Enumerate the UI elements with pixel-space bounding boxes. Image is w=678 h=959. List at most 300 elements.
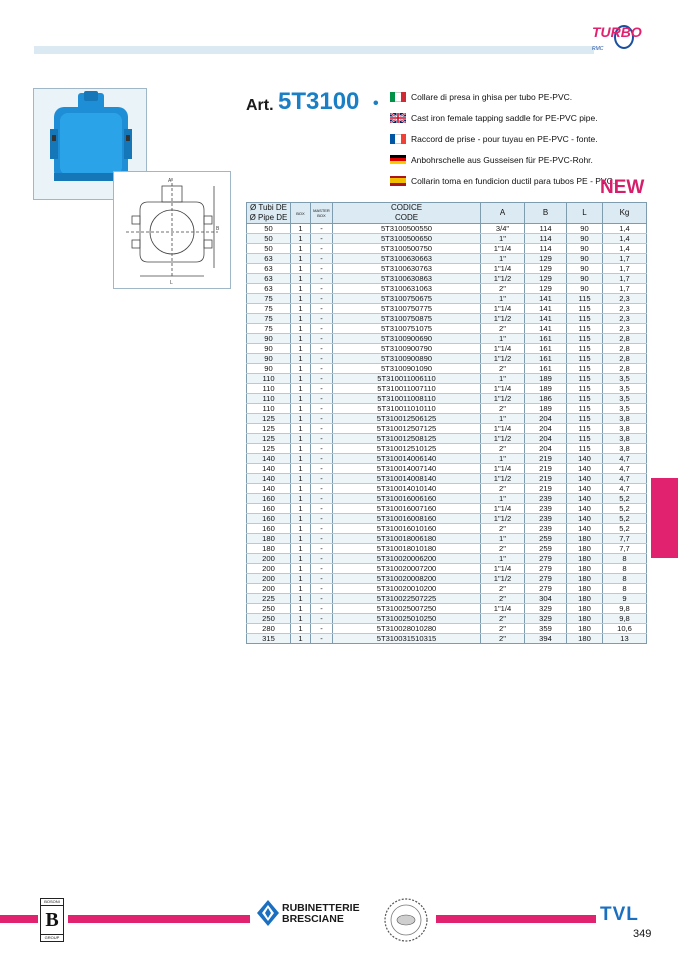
- cell-master-box: -: [311, 474, 333, 484]
- cell-master-box: -: [311, 384, 333, 394]
- cell-box: 1: [291, 464, 311, 474]
- cell-box: 1: [291, 574, 311, 584]
- description-text: Raccord de prise - pour tuyau en PE-PVC - fonte.: [411, 133, 598, 144]
- cell-pipe-de: 140: [247, 484, 291, 494]
- cell-a: 2": [481, 324, 525, 334]
- cell-b: 359: [525, 624, 567, 634]
- cell-a: 1"1/2: [481, 354, 525, 364]
- cell-pipe-de: 200: [247, 574, 291, 584]
- footer-accent-line: [436, 915, 596, 923]
- cell-code: 5T3100750775: [333, 304, 481, 314]
- cell-master-box: -: [311, 424, 333, 434]
- cell-box: 1: [291, 554, 311, 564]
- description-fr: [390, 128, 660, 149]
- table-row: [247, 324, 647, 334]
- cell-l: 115: [567, 324, 603, 334]
- table-row: [247, 244, 647, 254]
- cell-box: 1: [291, 614, 311, 624]
- cell-a: 1": [481, 294, 525, 304]
- cell-master-box: -: [311, 324, 333, 334]
- table-row: [247, 474, 647, 484]
- table-row: [247, 594, 647, 604]
- table-row: [247, 454, 647, 464]
- cell-l: 115: [567, 364, 603, 374]
- cell-code: 5T310022507225: [333, 594, 481, 604]
- cell-box: 1: [291, 224, 311, 234]
- cell-pipe-de: 110: [247, 394, 291, 404]
- cell-a: 2": [481, 484, 525, 494]
- cell-b: 189: [525, 384, 567, 394]
- cell-kg: 9: [603, 594, 647, 604]
- cell-l: 180: [567, 594, 603, 604]
- cell-b: 304: [525, 594, 567, 604]
- table-row: [247, 234, 647, 244]
- cell-kg: 1,4: [603, 224, 647, 234]
- cell-master-box: -: [311, 574, 333, 584]
- cell-master-box: -: [311, 304, 333, 314]
- cell-code: 5T310025010250: [333, 614, 481, 624]
- cell-master-box: -: [311, 614, 333, 624]
- cell-box: 1: [291, 244, 311, 254]
- cell-master-box: -: [311, 514, 333, 524]
- cell-box: 1: [291, 454, 311, 464]
- cell-pipe-de: 180: [247, 534, 291, 544]
- cell-l: 90: [567, 244, 603, 254]
- cell-master-box: -: [311, 224, 333, 234]
- cell-pipe-de: 63: [247, 284, 291, 294]
- cell-master-box: -: [311, 334, 333, 344]
- cell-b: 204: [525, 424, 567, 434]
- cell-pipe-de: 75: [247, 304, 291, 314]
- cell-master-box: -: [311, 374, 333, 384]
- cell-b: 239: [525, 524, 567, 534]
- cell-kg: 1,7: [603, 254, 647, 264]
- cell-a: 1"1/2: [481, 434, 525, 444]
- table-row: [247, 284, 647, 294]
- cell-l: 115: [567, 414, 603, 424]
- cell-a: 1": [481, 554, 525, 564]
- bosoni-bottom-text: GROUP: [44, 935, 60, 940]
- cell-master-box: -: [311, 294, 333, 304]
- cell-code: 5T310012508125: [333, 434, 481, 444]
- cell-kg: 2,8: [603, 354, 647, 364]
- cell-master-box: -: [311, 584, 333, 594]
- table-row: [247, 344, 647, 354]
- cell-pipe-de: 160: [247, 504, 291, 514]
- cell-b: 219: [525, 464, 567, 474]
- header-kg: Kg: [603, 203, 647, 224]
- table-row: [247, 494, 647, 504]
- cell-box: 1: [291, 514, 311, 524]
- page-number: 349: [633, 928, 652, 940]
- footer-accent-line: [0, 915, 38, 923]
- table-row: [247, 514, 647, 524]
- cell-master-box: -: [311, 454, 333, 464]
- cell-kg: 8: [603, 584, 647, 594]
- cell-a: 2": [481, 584, 525, 594]
- cell-pipe-de: 160: [247, 494, 291, 504]
- cell-l: 180: [567, 584, 603, 594]
- cell-box: 1: [291, 504, 311, 514]
- cell-box: 1: [291, 524, 311, 534]
- cell-l: 180: [567, 534, 603, 544]
- cell-l: 115: [567, 314, 603, 324]
- cell-code: 5T3100900890: [333, 354, 481, 364]
- technical-drawing-lines: [114, 172, 230, 288]
- description-text: Anbohrschelle aus Gusseisen für PE-PVC-Rohr.: [411, 154, 593, 165]
- cell-b: 204: [525, 414, 567, 424]
- cell-master-box: -: [311, 634, 333, 644]
- cell-l: 180: [567, 624, 603, 634]
- cell-b: 219: [525, 474, 567, 484]
- germany-flag-icon: [390, 155, 406, 165]
- france-flag-icon: [390, 134, 406, 144]
- cell-code: 5T310020006200: [333, 554, 481, 564]
- cell-code: 5T3100750675: [333, 294, 481, 304]
- cell-code: 5T310025007250: [333, 604, 481, 614]
- header-master-box: [311, 203, 333, 224]
- cell-code: 5T310028010280: [333, 624, 481, 634]
- table-row: [247, 604, 647, 614]
- cell-box: 1: [291, 564, 311, 574]
- cell-l: 90: [567, 274, 603, 284]
- cell-l: 90: [567, 254, 603, 264]
- cell-pipe-de: 200: [247, 564, 291, 574]
- cell-pipe-de: 125: [247, 434, 291, 444]
- cell-kg: 10,6: [603, 624, 647, 634]
- cell-l: 140: [567, 484, 603, 494]
- cell-code: 5T3100751075: [333, 324, 481, 334]
- cell-kg: 3,8: [603, 434, 647, 444]
- cell-code: 5T3100500550: [333, 224, 481, 234]
- cell-kg: 1,4: [603, 234, 647, 244]
- company-name-line1: RUBINETTERIE: [282, 902, 360, 914]
- cell-master-box: -: [311, 564, 333, 574]
- cell-pipe-de: 50: [247, 244, 291, 254]
- cell-b: 129: [525, 254, 567, 264]
- cell-a: 1": [481, 254, 525, 264]
- description-de: [390, 149, 660, 170]
- cell-box: 1: [291, 414, 311, 424]
- table-row: [247, 374, 647, 384]
- cell-code: 5T3100500650: [333, 234, 481, 244]
- cell-l: 115: [567, 394, 603, 404]
- cell-pipe-de: 140: [247, 464, 291, 474]
- cell-code: 5T3100750875: [333, 314, 481, 324]
- table-row: [247, 384, 647, 394]
- header-code: [333, 203, 481, 224]
- table-row: [247, 544, 647, 554]
- article-code: 5T3100: [278, 88, 360, 115]
- table-row: [247, 354, 647, 364]
- cell-pipe-de: 63: [247, 264, 291, 274]
- cell-master-box: -: [311, 554, 333, 564]
- cell-b: 259: [525, 544, 567, 554]
- bosoni-letter: B: [41, 905, 63, 935]
- cell-a: 1": [481, 334, 525, 344]
- table-row: [247, 534, 647, 544]
- cell-code: 5T310012507125: [333, 424, 481, 434]
- description-list: [390, 86, 660, 191]
- cell-kg: 9,8: [603, 614, 647, 624]
- cell-kg: 2,3: [603, 314, 647, 324]
- cell-code: 5T3100630663: [333, 254, 481, 264]
- cell-master-box: -: [311, 604, 333, 614]
- cell-b: 129: [525, 274, 567, 284]
- cell-l: 180: [567, 544, 603, 554]
- cell-a: 1"1/2: [481, 274, 525, 284]
- header-l: L: [567, 203, 603, 224]
- cell-a: 1"1/4: [481, 384, 525, 394]
- cell-pipe-de: 90: [247, 354, 291, 364]
- article-label: Art.: [246, 97, 274, 114]
- header-box: BOX: [291, 203, 311, 224]
- cell-b: 279: [525, 574, 567, 584]
- cell-kg: 13: [603, 634, 647, 644]
- table-row: [247, 504, 647, 514]
- cell-kg: 8: [603, 554, 647, 564]
- cell-pipe-de: 250: [247, 604, 291, 614]
- cell-b: 161: [525, 364, 567, 374]
- cell-kg: 2,3: [603, 294, 647, 304]
- cell-a: 1"1/4: [481, 424, 525, 434]
- cell-l: 90: [567, 224, 603, 234]
- cell-box: 1: [291, 534, 311, 544]
- cell-box: 1: [291, 394, 311, 404]
- cell-box: 1: [291, 264, 311, 274]
- article-bullet: •: [373, 95, 379, 112]
- cell-master-box: -: [311, 364, 333, 374]
- cell-a: 2": [481, 614, 525, 624]
- cell-box: 1: [291, 444, 311, 454]
- cell-b: 114: [525, 244, 567, 254]
- cell-kg: 2,8: [603, 334, 647, 344]
- cell-a: 2": [481, 364, 525, 374]
- header-b: B: [525, 203, 567, 224]
- table-row: [247, 564, 647, 574]
- cell-kg: 8: [603, 564, 647, 574]
- cell-box: 1: [291, 374, 311, 384]
- cell-kg: 2,8: [603, 364, 647, 374]
- new-badge: NEW: [600, 177, 645, 198]
- cell-a: 1"1/2: [481, 474, 525, 484]
- cell-kg: 5,2: [603, 494, 647, 504]
- cell-a: 1"1/2: [481, 394, 525, 404]
- cell-b: 279: [525, 554, 567, 564]
- cell-pipe-de: 110: [247, 384, 291, 394]
- cell-code: 5T310016008160: [333, 514, 481, 524]
- cell-pipe-de: 125: [247, 414, 291, 424]
- cell-a: 1": [481, 494, 525, 504]
- cell-l: 180: [567, 564, 603, 574]
- cell-l: 115: [567, 424, 603, 434]
- cell-code: 5T3100900790: [333, 344, 481, 354]
- cell-pipe-de: 63: [247, 254, 291, 264]
- cell-pipe-de: 50: [247, 224, 291, 234]
- cell-master-box: -: [311, 354, 333, 364]
- header-master-line1: MASTER: [313, 208, 330, 213]
- cell-box: 1: [291, 274, 311, 284]
- header-pipe: [247, 203, 291, 224]
- cell-a: 1"1/4: [481, 244, 525, 254]
- cell-code: 5T3100901090: [333, 364, 481, 374]
- cell-code: 5T310011010110: [333, 404, 481, 414]
- table-row: [247, 634, 647, 644]
- cell-kg: 3,8: [603, 414, 647, 424]
- cell-b: 141: [525, 294, 567, 304]
- cell-master-box: -: [311, 244, 333, 254]
- header-a: A: [481, 203, 525, 224]
- cell-master-box: -: [311, 394, 333, 404]
- cell-box: 1: [291, 384, 311, 394]
- cell-master-box: -: [311, 534, 333, 544]
- cell-box: 1: [291, 404, 311, 414]
- cell-box: 1: [291, 314, 311, 324]
- cell-kg: 2,3: [603, 324, 647, 334]
- cell-l: 180: [567, 574, 603, 584]
- table-row: [247, 524, 647, 534]
- cell-box: 1: [291, 584, 311, 594]
- cell-b: 189: [525, 374, 567, 384]
- cell-b: 329: [525, 614, 567, 624]
- table-row: [247, 624, 647, 634]
- cell-kg: 4,7: [603, 454, 647, 464]
- cell-pipe-de: 280: [247, 624, 291, 634]
- cell-kg: 2,8: [603, 344, 647, 354]
- spain-flag-icon: [390, 176, 406, 186]
- cell-pipe-de: 90: [247, 334, 291, 344]
- table-row: [247, 614, 647, 624]
- description-en: [390, 107, 660, 128]
- cell-box: 1: [291, 334, 311, 344]
- cell-b: 186: [525, 394, 567, 404]
- cell-code: 5T310014007140: [333, 464, 481, 474]
- cell-pipe-de: 125: [247, 424, 291, 434]
- header-code-line2: CODE: [394, 213, 419, 222]
- cell-l: 90: [567, 264, 603, 274]
- table-row: [247, 334, 647, 344]
- cell-kg: 1,7: [603, 264, 647, 274]
- cell-kg: 3,8: [603, 424, 647, 434]
- bosoni-top-text: BOSONI: [44, 899, 60, 904]
- cell-l: 115: [567, 344, 603, 354]
- table-row: [247, 444, 647, 454]
- cell-code: 5T310014008140: [333, 474, 481, 484]
- description-text: Collarin toma en fundicion ductil para tubos PE - PVC.: [411, 175, 616, 186]
- cell-pipe-de: 90: [247, 364, 291, 374]
- cell-pipe-de: 75: [247, 324, 291, 334]
- cell-box: 1: [291, 304, 311, 314]
- cell-box: 1: [291, 234, 311, 244]
- cell-l: 180: [567, 614, 603, 624]
- cell-box: 1: [291, 494, 311, 504]
- table-row: [247, 584, 647, 594]
- cell-a: 1"1/4: [481, 604, 525, 614]
- cell-box: 1: [291, 344, 311, 354]
- rubinetterie-logo-icon: [256, 899, 280, 927]
- cell-b: 161: [525, 344, 567, 354]
- spec-table: [246, 202, 647, 644]
- cell-l: 180: [567, 634, 603, 644]
- cell-kg: 4,7: [603, 474, 647, 484]
- cell-b: 204: [525, 444, 567, 454]
- cell-box: 1: [291, 354, 311, 364]
- description-text: Collare di presa in ghisa per tubo PE-PVC.: [411, 91, 573, 102]
- cell-b: 189: [525, 404, 567, 414]
- cell-b: 161: [525, 334, 567, 344]
- cell-code: 5T310018010180: [333, 544, 481, 554]
- cell-a: 1": [481, 534, 525, 544]
- cell-code: 5T310012510125: [333, 444, 481, 454]
- cell-b: 141: [525, 314, 567, 324]
- table-header-row: [247, 203, 647, 224]
- section-side-tab: [651, 478, 678, 558]
- cell-pipe-de: 180: [247, 544, 291, 554]
- cell-b: 129: [525, 264, 567, 274]
- iso-certification-seal-icon: [383, 897, 429, 943]
- cell-box: 1: [291, 544, 311, 554]
- cell-b: 129: [525, 284, 567, 294]
- company-name: [282, 903, 360, 925]
- cell-pipe-de: 75: [247, 294, 291, 304]
- cell-kg: 7,7: [603, 534, 647, 544]
- cell-kg: 4,7: [603, 484, 647, 494]
- cell-a: 2": [481, 624, 525, 634]
- cell-box: 1: [291, 364, 311, 374]
- cell-master-box: -: [311, 254, 333, 264]
- header-pipe-line2: Ø Pipe DE: [249, 213, 288, 222]
- table-row: [247, 314, 647, 324]
- cell-b: 329: [525, 604, 567, 614]
- cell-a: 1": [481, 414, 525, 424]
- cell-code: 5T310018006180: [333, 534, 481, 544]
- cell-box: 1: [291, 624, 311, 634]
- cell-pipe-de: 200: [247, 554, 291, 564]
- cell-b: 219: [525, 454, 567, 464]
- cell-l: 140: [567, 524, 603, 534]
- cell-code: 5T310014010140: [333, 484, 481, 494]
- cell-pipe-de: 225: [247, 594, 291, 604]
- cell-a: 1"1/2: [481, 514, 525, 524]
- cell-master-box: -: [311, 464, 333, 474]
- cell-a: 1": [481, 374, 525, 384]
- cell-b: 219: [525, 484, 567, 494]
- cell-code: 5T3100630863: [333, 274, 481, 284]
- cell-code: 5T3100500750: [333, 244, 481, 254]
- cell-l: 115: [567, 294, 603, 304]
- cell-code: 5T310011007110: [333, 384, 481, 394]
- cell-kg: 9,8: [603, 604, 647, 614]
- cell-a: 1"1/2: [481, 574, 525, 584]
- cell-pipe-de: 200: [247, 584, 291, 594]
- cell-master-box: -: [311, 264, 333, 274]
- uk-flag-icon: [390, 113, 406, 123]
- cell-a: 1"1/4: [481, 304, 525, 314]
- table-body: [247, 224, 647, 644]
- cell-master-box: -: [311, 444, 333, 454]
- cell-a: 2": [481, 284, 525, 294]
- cell-l: 140: [567, 504, 603, 514]
- cell-a: 3/4": [481, 224, 525, 234]
- cell-box: 1: [291, 634, 311, 644]
- cell-l: 140: [567, 464, 603, 474]
- table-row: [247, 574, 647, 584]
- cell-master-box: -: [311, 624, 333, 634]
- table-row: [247, 404, 647, 414]
- cell-l: 180: [567, 554, 603, 564]
- cell-code: 5T310031510315: [333, 634, 481, 644]
- cell-l: 140: [567, 494, 603, 504]
